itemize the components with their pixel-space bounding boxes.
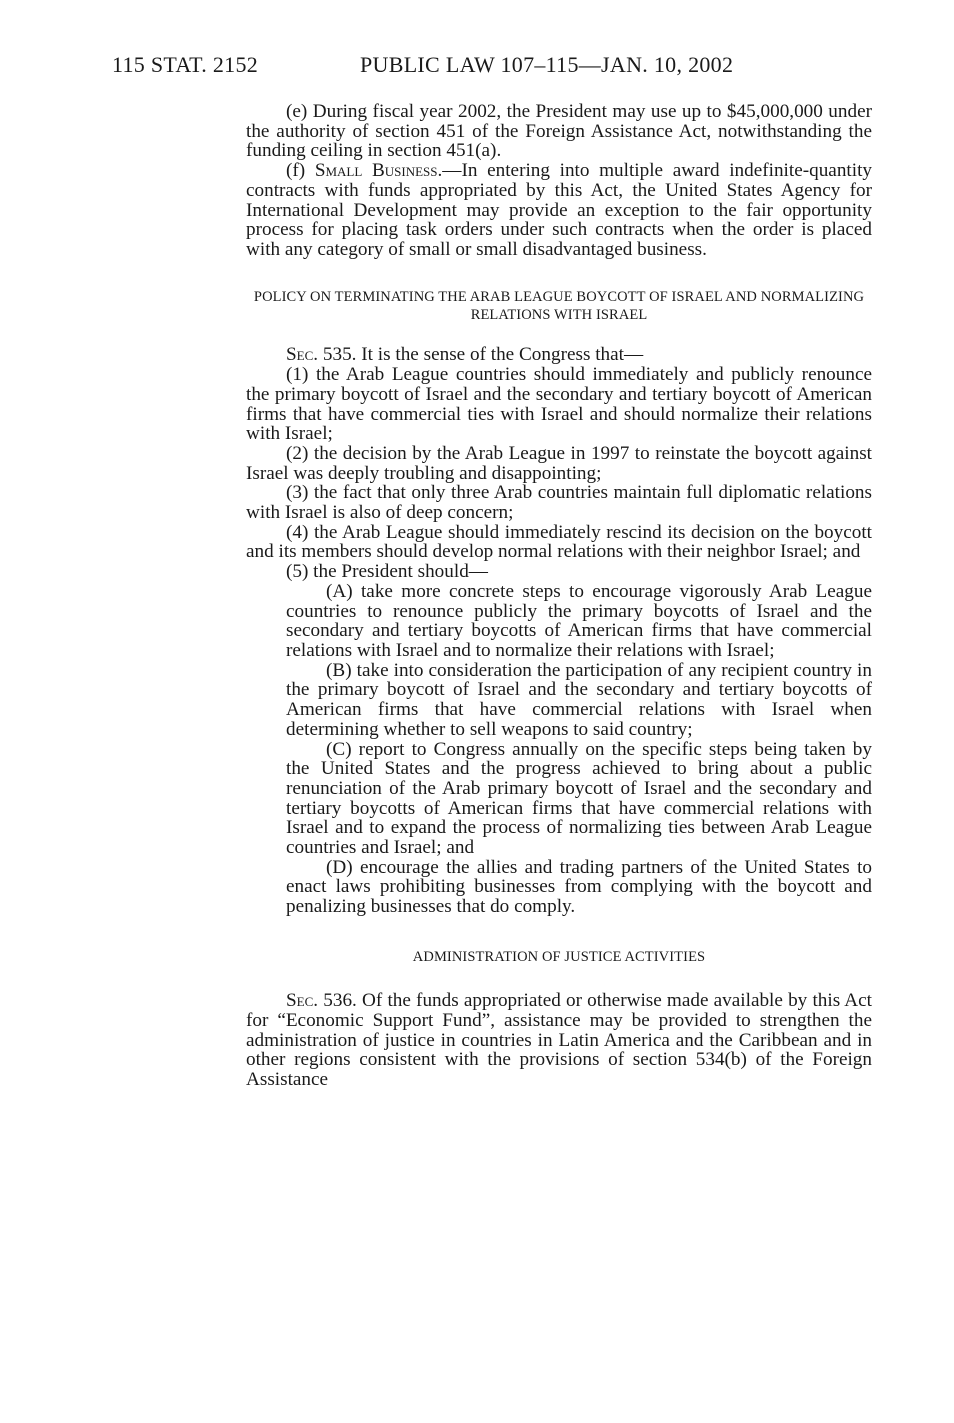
section-heading-boycott: POLICY ON TERMINATING THE ARAB LEAGUE BOYCOTT OF ISRAEL AND NORMALIZING RELATIONS WITH ISRAEL <box>253 288 865 324</box>
section-heading-justice: ADMINISTRATION OF JUSTICE ACTIVITIES <box>412 948 706 965</box>
public-law-citation: PUBLIC LAW 107–115—JAN. 10, 2002 <box>360 52 734 77</box>
section-535-item-5: (5) the President should— <box>286 561 488 583</box>
section-535-intro-text: It is the sense of the Congress that— <box>356 344 644 366</box>
paragraph-f-text: .—In entering into multiple award indefinite-quantity contracts with funds appropriated by this Act, the United States Agency for International Development may provide an exception to the fair opportunity process for placing task orders under such contracts when the order is placed with any category of small or small disadvantaged business. <box>246 160 872 260</box>
section-535-item-3: (3) the fact that only three Arab countries maintain full diplomatic relations with Israel is also of deep concern; <box>246 482 872 524</box>
section-536 <box>246 991 872 1090</box>
statute-page-number: 115 STAT. 2152 <box>112 52 259 77</box>
section-535-intro <box>246 345 872 365</box>
section-535-item-2: (2) the decision by the Arab League in 1997 to reinstate the boycott against Israel was deeply troubling and disappointing; <box>246 442 872 484</box>
section-535-item-4: (4) the Arab League should immediately rescind its decision on the boycott and its members should develop normal relations with their neighbor Israel; and <box>246 521 872 563</box>
page-header <box>112 52 872 82</box>
section-535-subitem-b: (B) take into consideration the participation of any recipient country in the primary boycott of Israel and the secondary and tertiary boycotts of American firms that have commercial relations with Israel when determining whether to sell weapons to said country; <box>286 659 872 740</box>
section-535-subitem-a: (A) take more concrete steps to encourage vigorously Arab League countries to renounce publicly the primary boycotts of Israel and the secondary and tertiary boycotts of American firms that have commercial relations with Israel and to normalize their relations with Israel; <box>286 580 872 661</box>
paragraph-f-title: Small Business <box>314 160 438 182</box>
section-536-text: Of the funds appropriated or otherwise made available by this Act for “Economic Support Fund”, assistance may be provided to strengthen the administration of justice in countries in Latin America and the Caribbean and in other regions consistent with the provisions of section 534(b) of the Foreign Assistance <box>246 990 872 1091</box>
section-535-subitem-c: (C) report to Congress annually on the specific steps being taken by the United States and the progress achieved to bring about a public renunciation of the Arab primary boycott of Israel and the secondary and tertiary boycotts of American firms that have commercial relations with Israel and to expand the process of normalizing ties between Arab League countries and Israel; and <box>286 738 872 859</box>
section-536-label: Sec. 536. <box>286 990 357 1012</box>
body-text <box>246 102 872 1090</box>
paragraph-f <box>246 161 872 260</box>
paragraph-e: (e) During fiscal year 2002, the President may use up to $45,000,000 under the authority of section 451 of the Foreign Assistance Act, notwithstanding the funding ceiling in section 451(a). <box>246 101 872 162</box>
section-535-label: Sec. 535. <box>286 344 357 366</box>
section-535-item-1: (1) the Arab League countries should immediately and publicly renounce the primary boycott of Israel and the secondary and tertiary boycott of American firms that have commercial ties with Israel and should normalize their relations with Israel; <box>246 364 872 445</box>
section-535-subitem-d: (D) encourage the allies and trading partners of the United States to enact laws prohibiting businesses from complying with the boycott and penalizing businesses that do comply. <box>286 856 872 918</box>
paragraph-f-label: (f) <box>286 160 315 182</box>
